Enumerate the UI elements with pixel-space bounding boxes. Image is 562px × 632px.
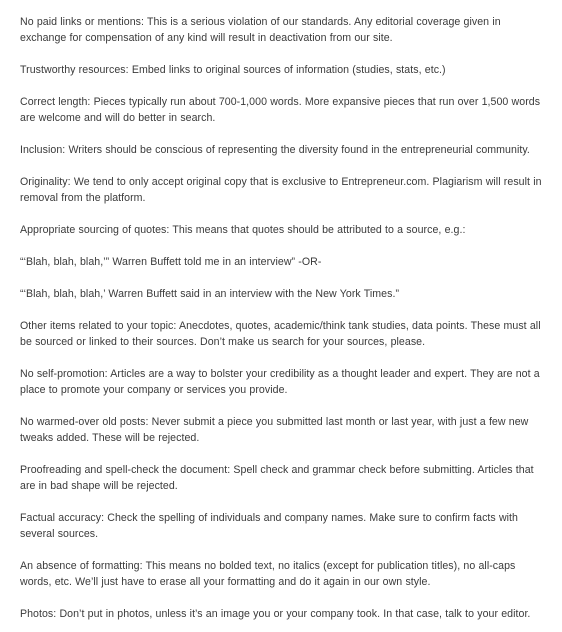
guideline-inclusion: Inclusion: Writers should be conscious of representing the diversity found in the entrepreneurial community. xyxy=(20,144,530,156)
guideline-no-old-posts: No warmed-over old posts: Never submit a piece you submitted last month or last year, with just a few new tweaks added. These will be rejected. xyxy=(20,416,529,444)
quote-example-nyt: “‘Blah, blah, blah,’ Warren Buffett said in an interview with the New York Times.” xyxy=(20,288,400,300)
guideline-originality: Originality: We tend to only accept original copy that is exclusive to Entrepreneur.com. Plagiarism will result in removal from the platform. xyxy=(20,176,542,204)
quote-example-interview: “‘Blah, blah, blah,’” Warren Buffett told me in an interview” -OR- xyxy=(20,256,322,268)
guideline-correct-length: Correct length: Pieces typically run about 700-1,000 words. More expansive pieces that run over 1,500 words are welcome and will do better in search. xyxy=(20,96,541,124)
guideline-trustworthy-resources: Trustworthy resources: Embed links to original sources of information (studies, stats, etc.) xyxy=(20,64,446,76)
guideline-factual-accuracy: Factual accuracy: Check the spelling of individuals and company names. Make sure to confirm facts with several sources. xyxy=(20,512,518,540)
guideline-paid-links: No paid links or mentions: This is a serious violation of our standards. Any editorial coverage given in exchange for compensation of any kind will result in deactivation from our site. xyxy=(20,16,501,44)
guideline-photos: Photos: Don’t put in photos, unless it’s an image you or your company took. In that case, talk to your editor. xyxy=(20,608,531,620)
guideline-sourcing-quotes: Appropriate sourcing of quotes: This means that quotes should be attributed to a source, e.g.: xyxy=(20,224,466,236)
guideline-no-self-promotion: No self-promotion: Articles are a way to bolster your credibility as a thought leader and expert. They are not a place to promote your company or services you provide. xyxy=(20,368,540,396)
guideline-proofreading: Proofreading and spell-check the document: Spell check and grammar check before submitting. Articles that are in bad shape will be rejected. xyxy=(20,464,534,492)
guideline-no-formatting: An absence of formatting: This means no bolded text, no italics (except for publication titles), no all-caps words, etc. We’ll just have to erase all your formatting and do it again in our own style. xyxy=(20,560,516,588)
guideline-related-items: Other items related to your topic: Anecdotes, quotes, academic/think tank studies, data points. These must all be sourced or linked to their sources. Don’t make us search for your sources, please. xyxy=(20,320,541,348)
